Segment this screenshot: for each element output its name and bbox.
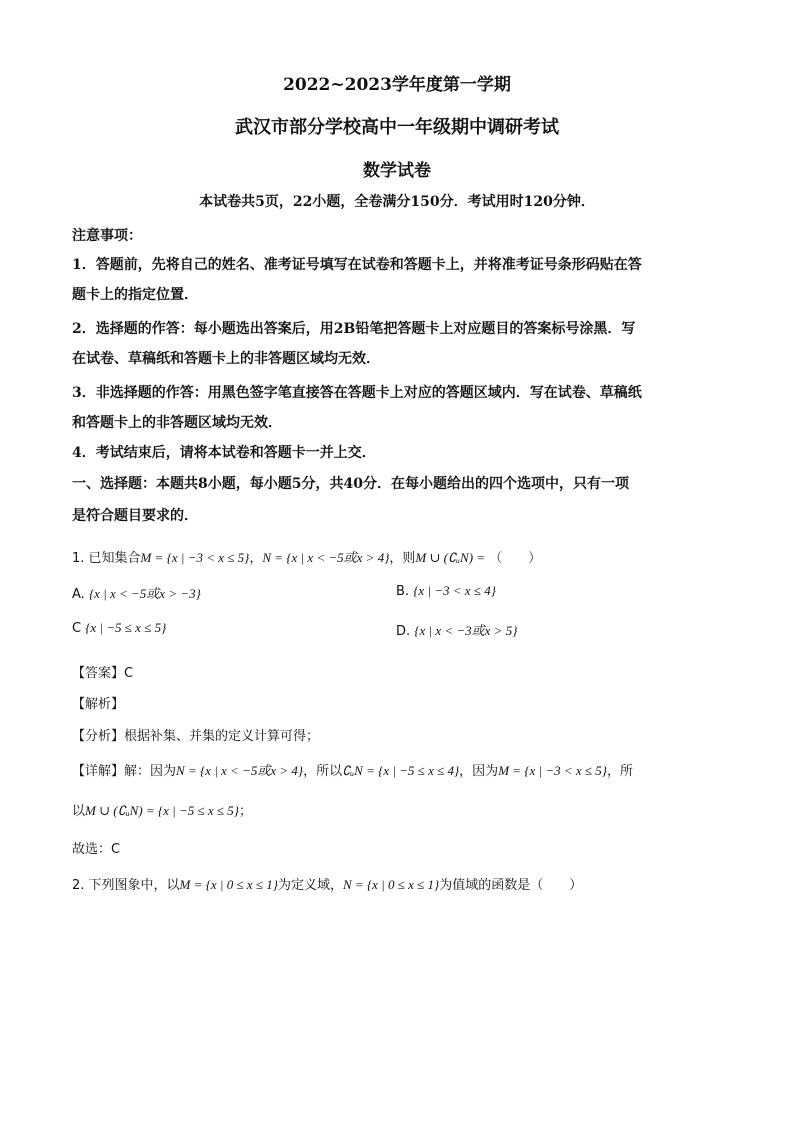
question-1-prefix: 1. 已知集合 bbox=[72, 551, 141, 566]
detail-line-2 bbox=[72, 800, 252, 819]
notice-item-1b: 题卡上的指定位置． bbox=[72, 287, 198, 303]
exam-summary: 本试卷共5页，22小题，全卷满分150分．考试用时120分钟． bbox=[199, 194, 595, 210]
section-1-intro-cont: 是符合题目要求的． bbox=[72, 508, 198, 524]
q2-set-m: M = {x | 0 ≤ x ≤ 1} bbox=[179, 877, 278, 892]
detail-union-result: M ∪ (∁ᵤN) = {x | −5 ≤ x ≤ 5} bbox=[85, 803, 239, 818]
exam-term-title: 2022~2023学年度第一学期 bbox=[283, 75, 511, 95]
notice-item-2a: 2．选择题的作答：每小题选出答案后，用2B铅笔把答题卡上对应题目的答案标号涂黑．写 bbox=[72, 321, 636, 337]
detail-complement-n: ∁ᵤN = {x | −5 ≤ x ≤ 4} bbox=[342, 763, 460, 778]
exam-subject-title: 数学试卷 bbox=[363, 161, 431, 181]
question-2-stem bbox=[72, 874, 582, 893]
detail-tag: 【详解】 bbox=[72, 764, 125, 779]
option-c-label: C bbox=[72, 621, 82, 636]
question-2-mid: 为定义域， bbox=[277, 878, 343, 893]
option-d-text: {x | x < −3或x > 5} bbox=[414, 623, 518, 638]
separator: ， bbox=[249, 551, 263, 566]
analysis-tag: 【解析】 bbox=[72, 697, 125, 712]
notice-item-3b: 和答题卡上的非答题区域均无效． bbox=[72, 415, 282, 431]
answer-value: C bbox=[124, 666, 134, 681]
detail-line-1 bbox=[72, 760, 633, 779]
option-c-text: {x | −5 ≤ x ≤ 5} bbox=[85, 620, 167, 635]
detail-text: ，所以 bbox=[303, 764, 343, 779]
option-b-text: {x | −3 < x ≤ 4} bbox=[413, 583, 496, 598]
detail-text: ； bbox=[238, 804, 252, 819]
option-d-label: D. bbox=[396, 624, 411, 639]
fenxi-line bbox=[72, 725, 319, 744]
notice-item-2b: 在试卷、草稿纸和答题卡上的非答题区域均无效． bbox=[72, 351, 380, 367]
set-n: N = {x | x < −5或x > 4} bbox=[262, 550, 390, 565]
detail-text: ，因为 bbox=[459, 764, 499, 779]
notice-item-3a: 3．非选择题的作答：用黑色签字笔直接答在答题卡上对应的答题区域内．写在试卷、草稿纸 bbox=[72, 385, 642, 401]
question-2-prefix: 2. 下列图象中，以 bbox=[72, 878, 180, 893]
question-1-stem bbox=[72, 547, 541, 566]
detail-set-n: N = {x | x < −5或x > 4} bbox=[176, 763, 304, 778]
notice-item-4: 4．考试结束后，请将本试卷和答题卡一并上交． bbox=[72, 445, 376, 461]
detail-text: ，所 bbox=[606, 764, 633, 779]
option-b-label: B. bbox=[396, 584, 410, 599]
option-a-text: {x | x < −5或x > −3} bbox=[88, 586, 201, 601]
option-c[interactable] bbox=[72, 620, 166, 636]
answer-line bbox=[72, 662, 133, 681]
option-d[interactable] bbox=[396, 620, 517, 639]
then-text: ，则 bbox=[389, 551, 416, 566]
option-a[interactable] bbox=[72, 583, 201, 602]
detail-set-m: M = {x | −3 < x ≤ 5} bbox=[498, 763, 607, 778]
detail-text: 解：因为 bbox=[124, 764, 177, 779]
option-a-label: A. bbox=[72, 587, 85, 602]
q2-set-n: N = {x | 0 ≤ x ≤ 1} bbox=[342, 877, 440, 892]
question-2-suffix: 为值域的函数是（ ） bbox=[439, 878, 583, 893]
question-1-expr: M ∪ (∁ᵤN) = bbox=[415, 550, 486, 565]
detail-text: 以 bbox=[72, 804, 86, 819]
notice-item-1a: 1．答题前，先将自己的姓名、准考证号填写在试卷和答题卡上，并将准考证号条形码贴在答 bbox=[72, 257, 642, 273]
notice-heading: 注意事项： bbox=[72, 228, 142, 244]
fenxi-tag: 【分析】 bbox=[72, 729, 125, 744]
section-1-intro: 一、选择题：本题共8小题，每小题5分，共40分．在每小题给出的四个选项中，只有一项 bbox=[72, 476, 629, 492]
set-m: M = {x | −3 < x ≤ 5} bbox=[140, 550, 250, 565]
answer-blank: （ ） bbox=[489, 551, 542, 566]
choose-line: 故选：C bbox=[72, 842, 121, 857]
answer-tag: 【答案】 bbox=[72, 666, 125, 681]
option-b[interactable] bbox=[396, 583, 496, 599]
fenxi-text: 根据补集、并集的定义计算可得； bbox=[124, 729, 320, 744]
exam-school-title: 武汉市部分学校高中一年级期中调研考试 bbox=[235, 117, 559, 138]
